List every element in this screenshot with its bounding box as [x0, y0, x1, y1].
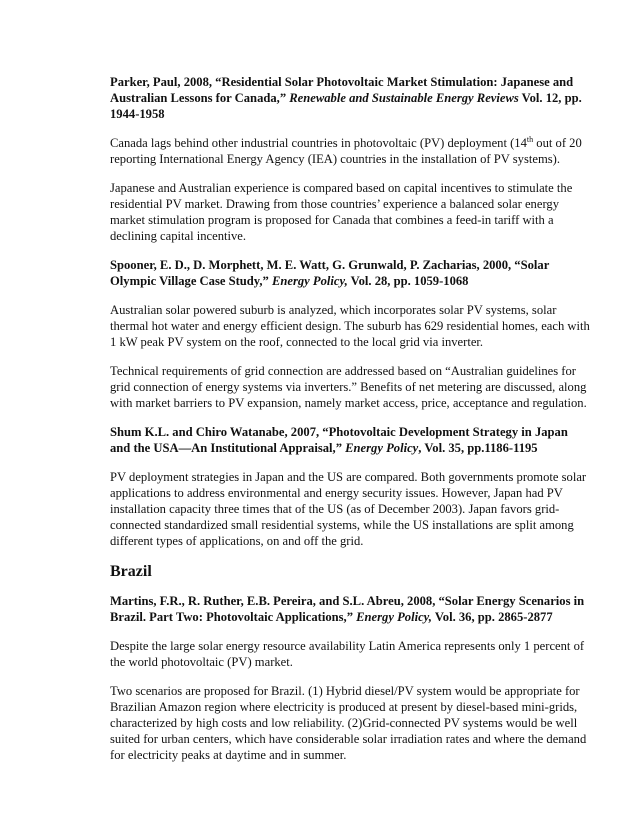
- reference-title-spooner: Spooner, E. D., D. Morphett, M. E. Watt, G. Grunwald, P. Zacharias, 2000, “Solar Olympic Village Case Study,” Energy Policy, Vol. 28, pp. 1059-1068: [110, 258, 550, 288]
- reference-title-parker: Parker, Paul, 2008, “Residential Solar Photovoltaic Market Stimulation: Japanese and Australian Lessons for Canada,” Renewable and Sustainable Energy Reviews Vol. 12, pp. 1944-1958: [110, 75, 582, 121]
- summary-paragraph: Australian solar powered suburb is analyzed, which incorporates solar PV systems, solar thermal hot water and energy efficient design. The suburb has 629 residential homes, each with 1 kW peak PV system on the roof, connected to the local grid via inverter.: [110, 303, 590, 349]
- reference-title-martins: Martins, F.R., R. Ruther, E.B. Pereira, and S.L. Abreu, 2008, “Solar Energy Scenarios in Brazil. Part Two: Photovoltaic Applications,” Energy Policy, Vol. 36, pp. 2865-2877: [110, 594, 585, 624]
- summary-paragraph: Technical requirements of grid connection are addressed based on “Australian guidelines for grid connection of energy systems via inverters.” Benefits of net metering are discussed, along with market barriers to PV expansion, namely market access, price, acceptance and regulation.: [110, 364, 587, 410]
- summary-paragraph: Japanese and Australian experience is compared based on capital incentives to stimulate the residential PV market. Drawing from those countries’ experience a balanced solar energy market stimulation program is proposed for Canada that combines a feed-in tariff with a declining capital incentive.: [110, 181, 573, 243]
- summary-paragraph: PV deployment strategies in Japan and the US are compared. Both governments promote solar applications to address environmental and energy security issues. However, Japan had PV installation capacity three times that of the US (as of December 2003). Japan favors grid-connected standardized small residential systems, while the US installations are split among different types of applications, on and off the grid.: [110, 470, 587, 548]
- reference-title-shum: Shum K.L. and Chiro Watanabe, 2007, “Photovoltaic Development Strategy in Japan and the USA—An Institutional Appraisal,” Energy Policy, Vol. 35, pp.1186-1195: [110, 425, 568, 455]
- section-heading-brazil: Brazil: [110, 563, 152, 580]
- summary-paragraph: Despite the large solar energy resource availability Latin America represents only 1 percent of the world photovoltaic (PV) market.: [110, 639, 585, 669]
- document-page: [110, 74, 590, 776]
- summary-paragraph: Canada lags behind other industrial countries in photovoltaic (PV) deployment (14th out of 20 reporting International Energy Agency (IEA) countries in the installation of PV systems).: [110, 134, 582, 166]
- summary-paragraph: Two scenarios are proposed for Brazil. (1) Hybrid diesel/PV system would be appropriate for Brazilian Amazon region where electricity is produced at present by diesel-based mini-grids, characterized by high costs and low reliability. (2)Grid-connected PV systems would be well suited for urban centers, which have considerable solar irradiation rates and where the demand for electricity peaks at daytime and in summer.: [110, 684, 587, 762]
